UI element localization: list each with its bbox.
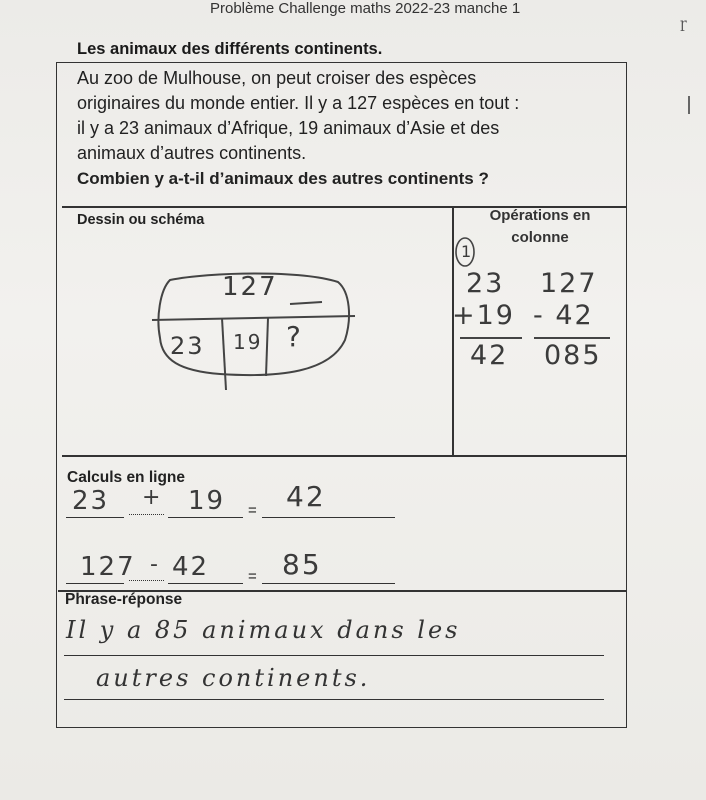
bar-model-part: 19 (233, 330, 263, 354)
inline-result: 85 (282, 548, 322, 581)
statement-line: il y a 23 animaux d’Afrique, 19 animaux d’Asie et des (77, 118, 500, 138)
inline-result: 42 (286, 480, 326, 513)
exercise-statement (77, 66, 637, 191)
equals-sign: = (248, 568, 257, 585)
bar-model-unknown: ? (286, 320, 303, 353)
bar-model-total: 127 (222, 272, 278, 302)
addition-operand: +19 (452, 300, 515, 331)
answer-line (262, 517, 395, 518)
answer-line (262, 583, 395, 584)
answer-sentence-line: Il y a 85 animaux dans les (66, 616, 461, 644)
addition-operand: 23 (466, 268, 505, 299)
inline-operand: 127 (80, 552, 136, 582)
corner-pen-mark: ɼ (680, 16, 687, 32)
inline-operand: 23 (72, 486, 110, 516)
exercise-title: Les animaux des différents continents. (77, 40, 383, 58)
answer-label: Phrase-réponse (65, 591, 183, 608)
subtraction-operand: 127 (540, 268, 598, 299)
inline-calc-label: Calculs en ligne (67, 469, 186, 486)
answer-line (64, 699, 604, 700)
drawing-label: Dessin ou schéma (77, 212, 205, 228)
subtraction-rule (534, 337, 610, 339)
statement-line: originaires du monde entier. Il y a 127 espèces en tout : (77, 93, 520, 113)
answer-line (168, 583, 243, 584)
subtraction-operand: - 42 (533, 300, 594, 331)
equals-sign: = (248, 502, 257, 519)
addition-rule (460, 337, 522, 339)
inline-operand: 42 (172, 552, 210, 582)
exercise-question: Combien y a-t-il d’animaux des autres continents ? (77, 169, 489, 188)
operations-label-line: Opérations en (489, 207, 591, 224)
edge-pen-mark (688, 96, 690, 114)
answer-line (66, 517, 124, 518)
addition-result: 42 (470, 340, 509, 371)
operations-label-line: colonne (511, 229, 569, 246)
answer-line (168, 517, 243, 518)
answer-line (66, 583, 124, 584)
statement-line: animaux d’autres continents. (77, 143, 307, 163)
inline-operand: 19 (188, 486, 226, 516)
bar-model-part: 23 (170, 332, 205, 360)
header-title: Problème Challenge maths 2022-23 manche 1 (210, 0, 521, 17)
subtraction-result: 085 (544, 340, 602, 371)
statement-line: Au zoo de Mulhouse, on peut croiser des espèces (77, 68, 477, 88)
step-marker: 1 (461, 242, 474, 261)
answer-line (64, 655, 604, 656)
answer-sentence-line: autres continents. (96, 664, 371, 692)
inline-operator: - (150, 552, 160, 577)
section-divider (62, 455, 627, 457)
operator-dots (129, 514, 164, 515)
operations-label (470, 205, 610, 249)
inline-operator: + (142, 485, 163, 510)
